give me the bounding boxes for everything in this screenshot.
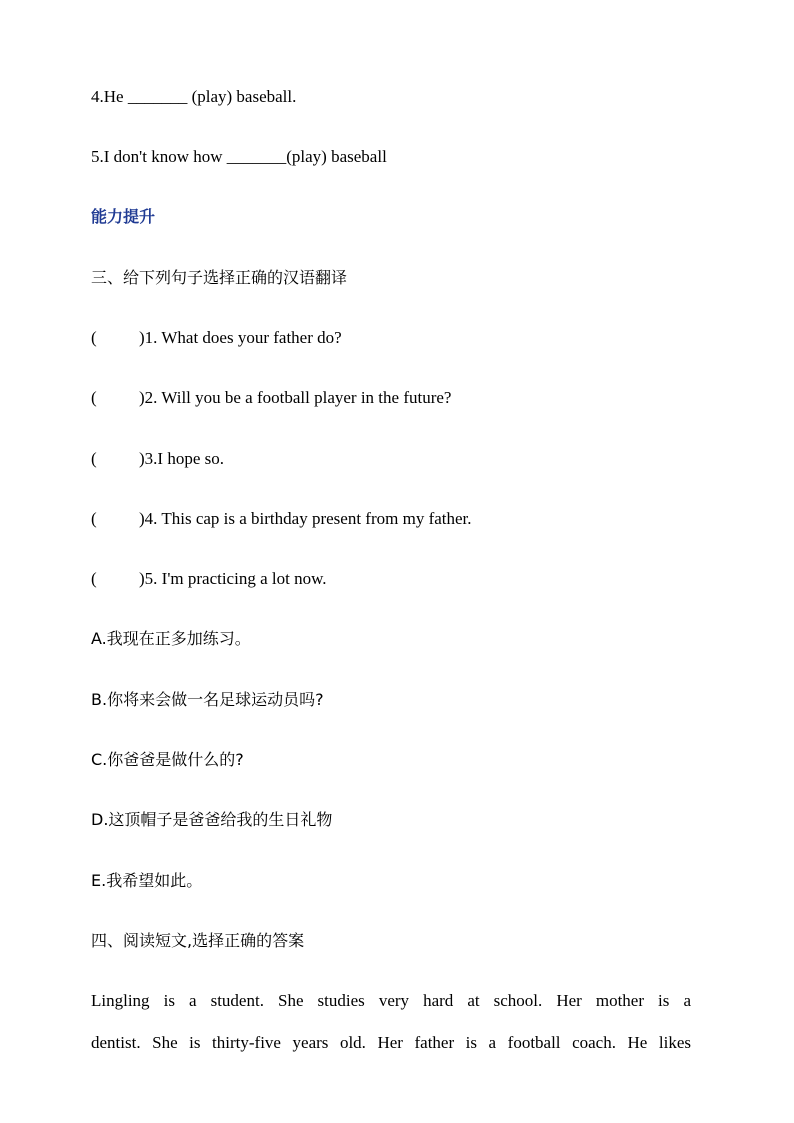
- item-text: )1. What does your father do?: [139, 328, 342, 347]
- passage-line: Lingling is a student. She studies very hard at school. Her mother is a: [91, 991, 691, 1010]
- item-text: )2. Will you be a football player in the future?: [139, 388, 452, 407]
- answer-blank: (: [91, 328, 97, 347]
- option-c: C.你爸爸是做什么的?: [91, 750, 244, 769]
- item-text: )5. I'm practicing a lot now.: [139, 569, 327, 588]
- translation-item-4: [91, 508, 472, 530]
- fill-in-question-5: 5.I don't know how _______(play) baseball: [91, 147, 387, 166]
- answer-blank: (: [91, 509, 97, 528]
- translation-item-5: [91, 568, 327, 590]
- option-d: D.这顶帽子是爸爸给我的生日礼物: [91, 810, 333, 829]
- answer-blank: (: [91, 388, 97, 407]
- option-a: A.我现在正多加练习。: [91, 629, 251, 648]
- answer-blank: (: [91, 569, 97, 588]
- option-e: E.我希望如此。: [91, 871, 203, 890]
- section-heading: 能力提升: [91, 207, 156, 226]
- option-b: B.你将来会做一名足球运动员吗?: [91, 690, 324, 709]
- passage-line: dentist. She is thirty-five years old. Her father is a football coach. He likes: [91, 1033, 691, 1052]
- translation-item-3: [91, 448, 224, 470]
- item-text: )3.I hope so.: [139, 449, 224, 468]
- translation-item-1: [91, 327, 342, 349]
- answer-blank: (: [91, 449, 97, 468]
- item-text: )4. This cap is a birthday present from my father.: [139, 509, 472, 528]
- fill-in-question-4: 4.He _______ (play) baseball.: [91, 87, 297, 106]
- reading-passage: [91, 980, 691, 1064]
- part4-title: 四、阅读短文,选择正确的答案: [91, 931, 305, 950]
- translation-item-2: [91, 387, 451, 409]
- part3-title: 三、给下列句子选择正确的汉语翻译: [91, 268, 348, 287]
